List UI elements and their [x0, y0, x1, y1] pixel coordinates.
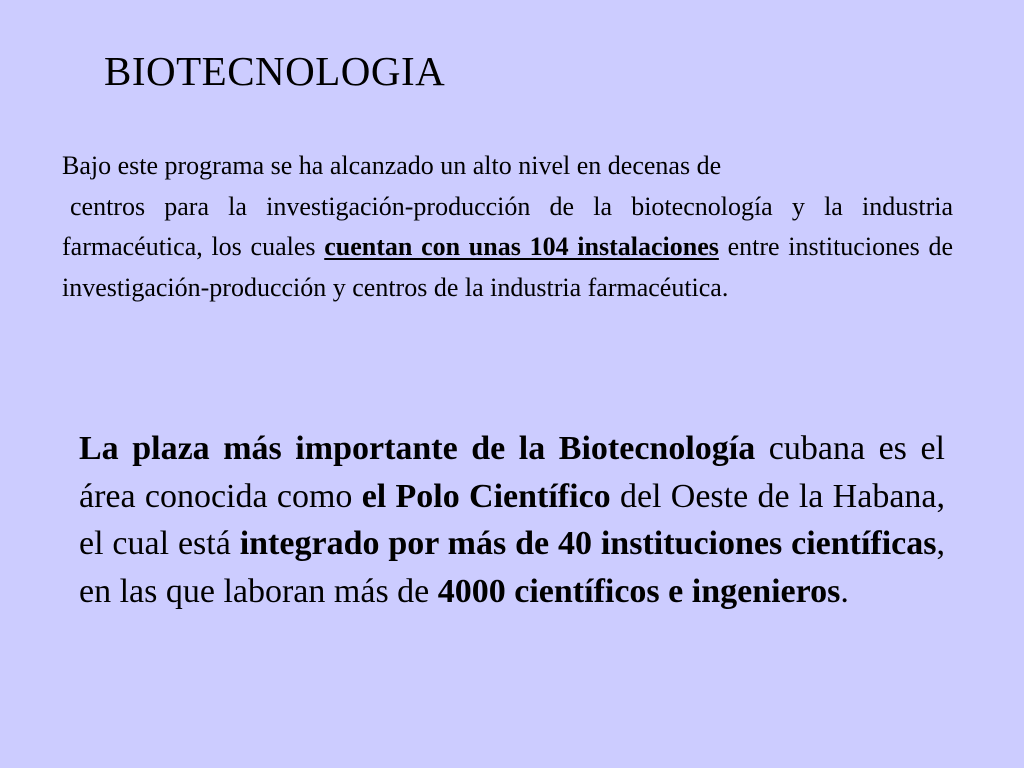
bold-phrase-3: integrado por más de 40 instituciones científicas: [239, 525, 937, 562]
paragraph-intro: [62, 146, 953, 308]
slide-title: BIOTECNOLOGIA: [104, 48, 446, 94]
paragraph-intro-text-a: centros para la investigación-producción de la biotecnología y la industria farmacéutica, los cuales: [62, 191, 953, 261]
text-phrase-2: del Oeste de la Habana, el cual está: [79, 477, 945, 562]
bold-phrase-4: 4000 científicos e ingenieros: [437, 572, 841, 610]
text-phrase-4: .: [840, 572, 849, 610]
text-phrase-1: cubana es el área conocida como: [79, 430, 945, 515]
paragraph-intro-highlight: cuentan con unas 104 instalaciones: [324, 232, 719, 261]
bold-phrase-2: el Polo Científico: [361, 477, 611, 515]
paragraph-intro-line-1: Bajo este programa se ha alcanzado un alto nivel en decenas de: [62, 151, 722, 180]
text-phrase-3: , en las que laboran más de: [79, 525, 945, 610]
paragraph-polo-cientifico: [79, 425, 945, 615]
paragraph-intro-text-b: entre instituciones de investigación-producción y centros de la industria farmacéutica.: [62, 232, 954, 302]
bold-phrase-1: La plaza más importante de la Biotecnología: [79, 430, 756, 467]
